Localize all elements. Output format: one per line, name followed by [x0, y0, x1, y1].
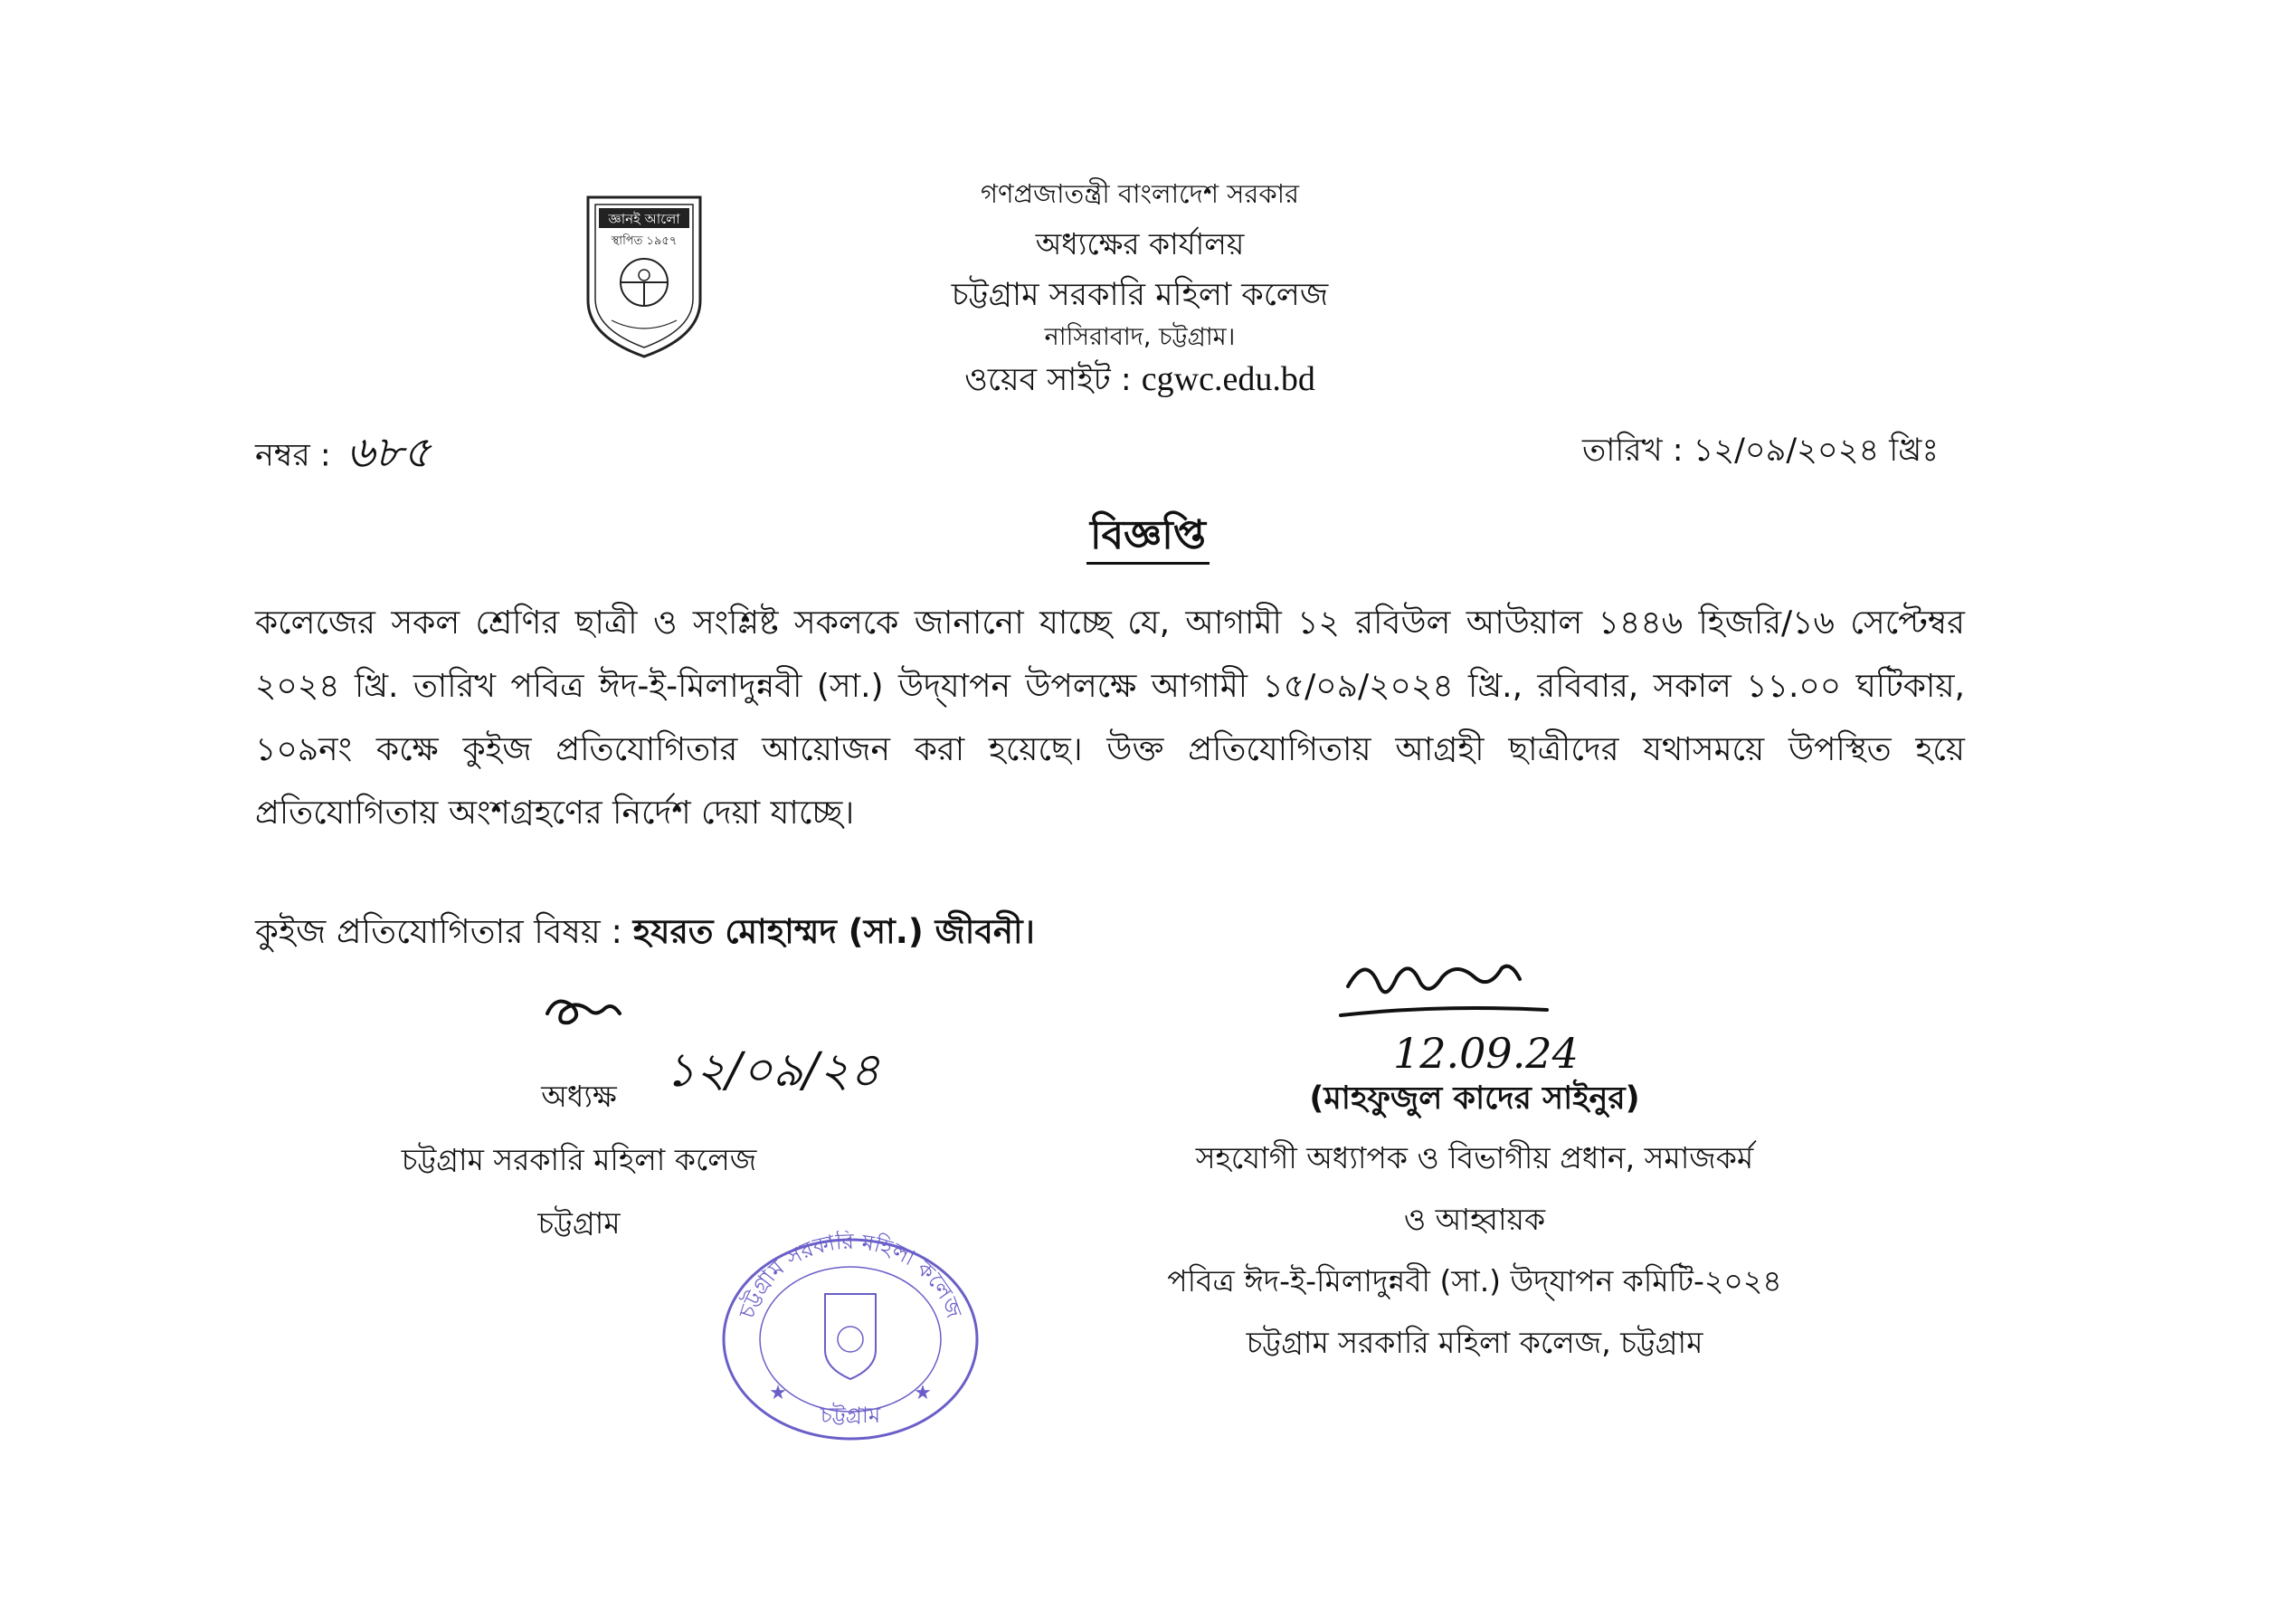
convener-committee: পবিত্র ঈদ-ই-মিলাদুন্নবী (সা.) উদ্‌যাপন কমিটি-২০২৪ [1167, 1263, 1782, 1299]
svg-text:★: ★ [914, 1382, 932, 1404]
convener-designation: সহযোগী অধ্যাপক ও বিভাগীয় প্রধান, সমাজকর্ম [1195, 1140, 1754, 1175]
convener-signature-date: 12.09.24 [1393, 1029, 1579, 1078]
notice-title-text: বিজ্ঞপ্তি [1086, 512, 1210, 565]
principal-college: চট্টগ্রাম সরকারি মহিলা কলেজ [401, 1142, 757, 1177]
memo-date [1582, 425, 1939, 479]
header-office: অধ্যক্ষের কার্যালয় [1035, 226, 1245, 262]
seal-ring-text: চট্টগ্রাম সরকারি মহিলা কলেজ [734, 1231, 967, 1322]
notice-title [0, 505, 2296, 571]
quiz-subject [255, 905, 1035, 962]
website-url[interactable]: cgwc.edu.bd [1141, 360, 1315, 398]
memo-number-label: নম্বর : [255, 437, 331, 474]
memo-number-handwriting [341, 425, 486, 480]
memo-number-handwritten [341, 425, 486, 488]
memo-date-value: ১২/০৯/২০২৪ খ্রিঃ [1693, 433, 1939, 469]
principal-city: চট্টগ্রাম [537, 1205, 621, 1241]
header-government: গণপ্রজাতন্ত্রী বাংলাদেশ সরকার [980, 178, 1300, 209]
logo-established: স্থাপিত ১৯৫৭ [611, 234, 678, 248]
website-label: ওয়েব সাইট : [964, 362, 1132, 398]
memo-date-label: তারিখ : [1581, 433, 1684, 469]
official-seal-stamp [715, 1231, 986, 1448]
college-emblem-icon [581, 192, 707, 360]
memo-number [255, 425, 486, 488]
header-address: নাসিরাবাদ, চট্টগ্রাম। [1044, 323, 1236, 351]
principal-signature-date: ১২/০৯/২৪ [665, 1043, 880, 1098]
convener-role: ও আহ্বায়ক [1403, 1202, 1546, 1237]
quiz-subject-value: হযরত মোহাম্মদ (সা.) জীবনী। [632, 912, 1035, 951]
logo-motto: জ্ঞানই আলো [608, 211, 680, 227]
convener-name: (মাহফুজুল কাদের সাইনুর) [1309, 1080, 1640, 1117]
quiz-subject-label: কুইজ প্রতিযোগিতার বিষয় : [255, 912, 622, 951]
notice-body: কলেজের সকল শ্রেণির ছাত্রী ও সংশ্লিষ্ট সকলকে জানানো যাচ্ছে যে, আগামী ১২ রবিউল আউয়াল ১৪৪৬ হিজরি/১৬ সেপ্টেম্বর ২০২৪ খ্রি. তারিখ পবিত্র ঈদ-ই-মিলাদুন্নবী (সা.) উদ্‌যাপন উপলক্ষে আগামী ১৫/০৯/২০২৪ খ্রি., রবিবার, সকাল ১১.০০ ঘটিকায়, ১০৯নং কক্ষে কুইজ প্রতিযোগিতার আয়োজন করা হয়েছে। উক্ত প্রতিযোগিতায় আগ্রহী ছাত্রীদের যথাসময়ে উপস্থিত হয়ে প্রতিযোগিতায় অংশগ্রহণের নির্দেশ দেয়া যাচ্ছে। [255, 604, 1965, 832]
svg-text:★: ★ [769, 1382, 787, 1404]
seal-bottom-text: চট্টগ্রাম [820, 1403, 881, 1428]
header-college: চট্টগ্রাম সরকারি মহিলা কলেজ [951, 277, 1329, 313]
memo-number-value: ৬৮৫ [346, 427, 432, 478]
principal-title: অধ্যক্ষ [541, 1079, 617, 1114]
convener-college: চট্টগ্রাম সরকারি মহিলা কলেজ, চট্টগ্রাম [1246, 1325, 1703, 1360]
header-website [796, 355, 1484, 408]
